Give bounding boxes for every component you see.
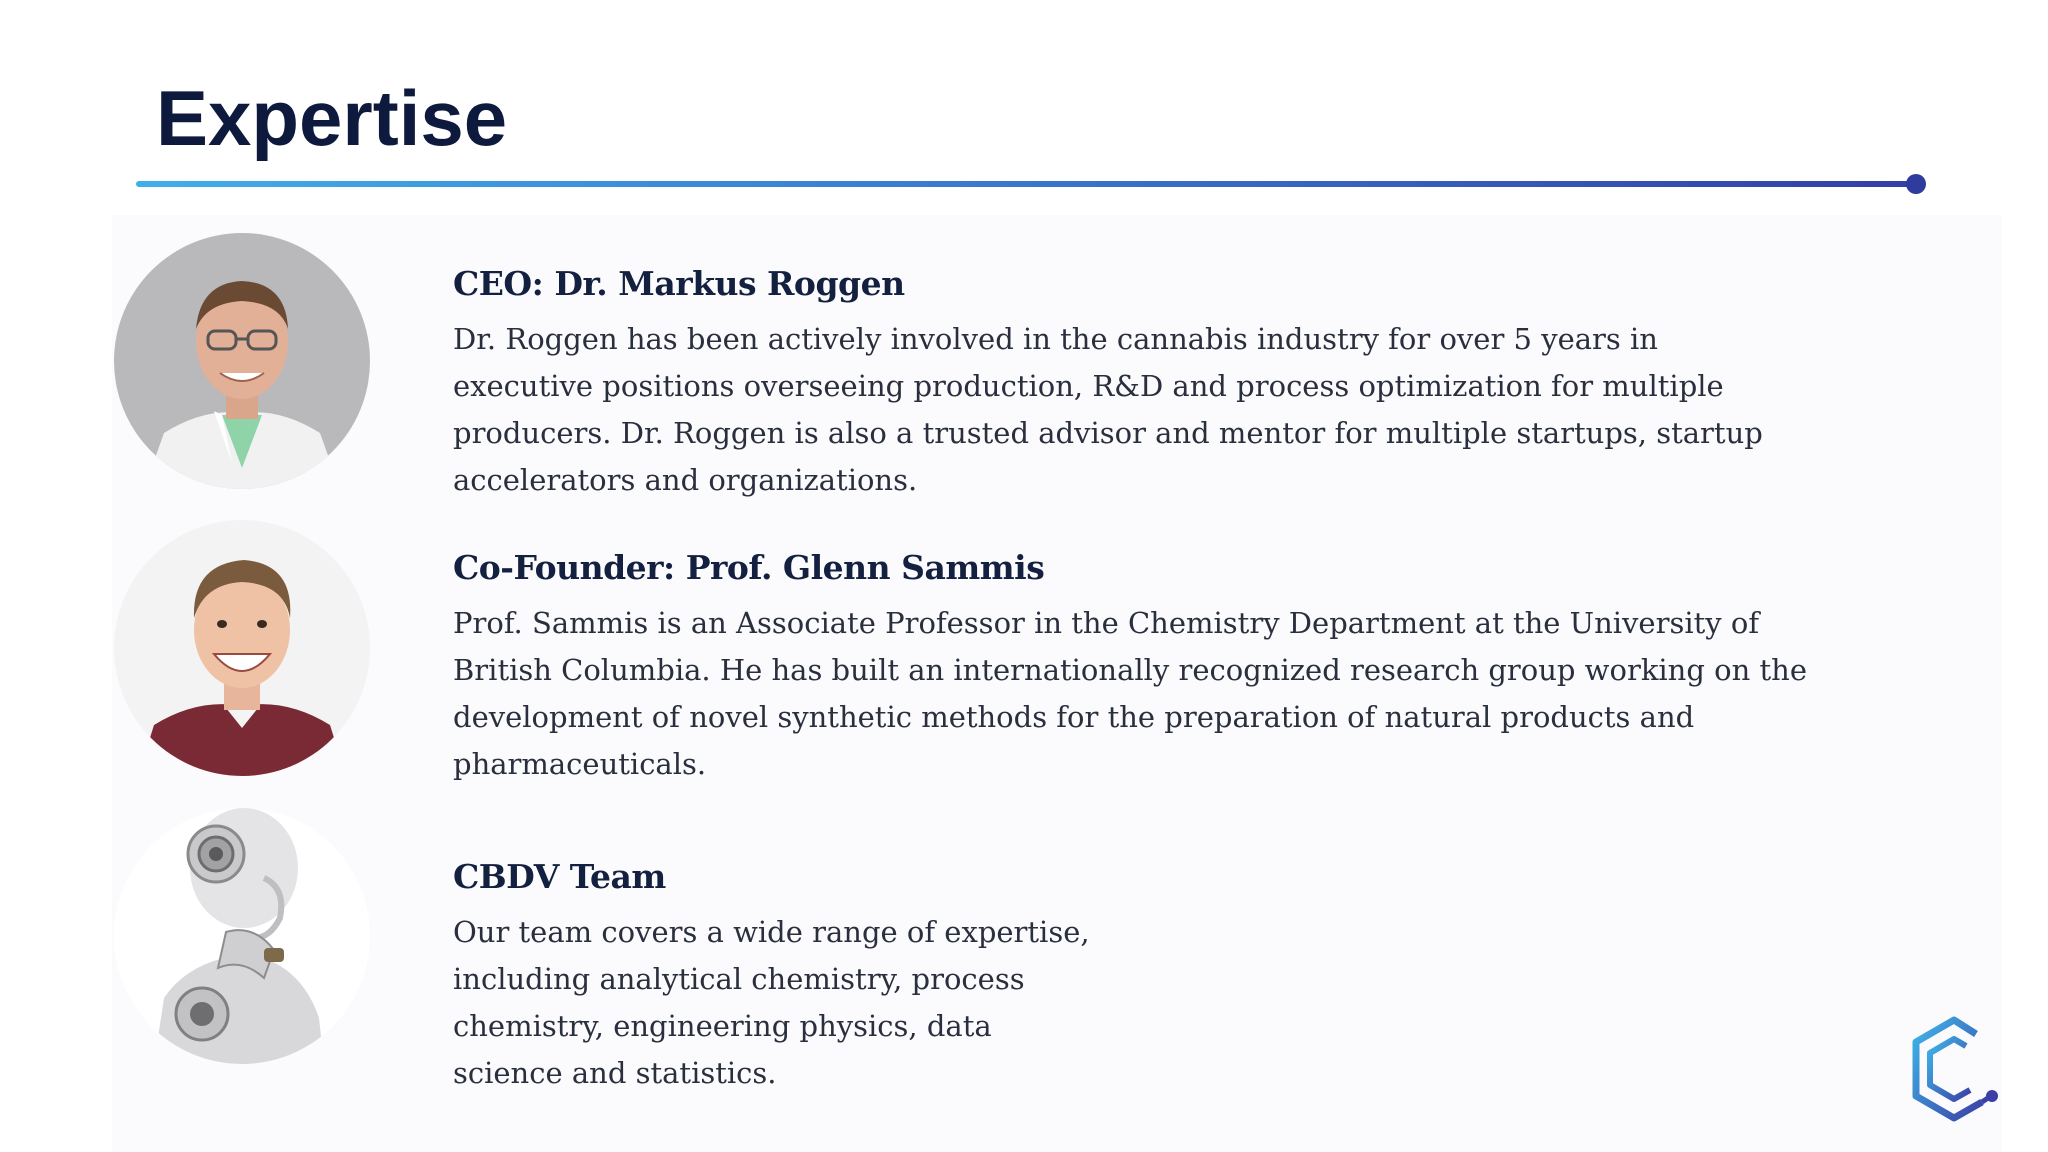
company-logo [1896, 1012, 2006, 1130]
person-maroon-shirt-icon [114, 520, 370, 776]
entry-heading: CBDV Team [453, 857, 666, 896]
entry-cofounder [453, 546, 1823, 788]
entry-heading: CEO: Dr. Markus Roggen [453, 264, 905, 303]
entry-bio: Prof. Sammis is an Associate Professor in the Chemistry Department at the University of British Columbia. He has built an internationally recognized research group working on the development of novel synthetic methods for the preparation of natural products and pharmaceuticals. [453, 606, 1807, 781]
entry-heading: Co-Founder: Prof. Glenn Sammis [453, 548, 1045, 587]
avatar-team [114, 808, 370, 1064]
robot-thinking-icon [114, 808, 370, 1064]
entry-bio: Dr. Roggen has been actively involved in the cannabis industry for over 5 years in executive positions overseeing production, R&D and process optimization for multiple producers. Dr. Roggen is also a trusted advisor and mentor for multiple startups, startup accelerators and organizations. [453, 322, 1763, 497]
avatar-ceo [114, 233, 370, 489]
slide-title: Expertise [156, 74, 508, 162]
entry-bio: Our team covers a wide range of expertise, including analytical chemistry, process chemistry, engineering physics, data science and statistics. [453, 915, 1090, 1090]
avatar-cofounder [114, 520, 370, 776]
cbdv-logo-icon [1896, 1012, 2006, 1130]
person-lab-coat-icon [114, 233, 370, 489]
title-divider [136, 181, 1916, 187]
entry-ceo [453, 262, 1793, 504]
entry-team [453, 855, 1093, 1097]
divider-end-dot [1906, 174, 1926, 194]
